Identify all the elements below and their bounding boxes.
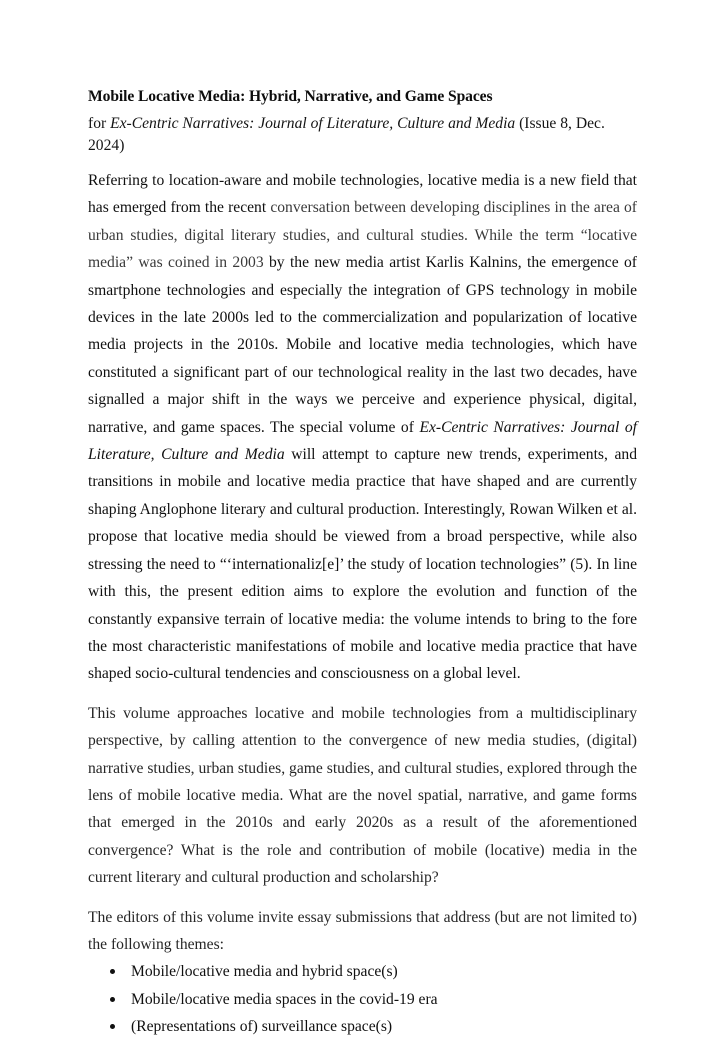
intro-sentence-part-2: conversation between developing disciplines in the area of urban studies, digital literary studies, and cultural studies. While the term “locative media” was coined in 2003	[88, 199, 638, 272]
intro-sentence-part-1: Referring to location-aware and mobile technologies, locative media is a new field that has emerged from the recent	[88, 172, 637, 217]
theme-label: Mobile/locative media and hybrid space(s)	[131, 963, 398, 981]
bullet-icon	[110, 997, 115, 1002]
bullet-icon	[110, 1024, 115, 1029]
document-page	[88, 86, 637, 1040]
theme-label: Mobile/locative media spaces in the covid-19 era	[131, 990, 438, 1008]
journal-name: Ex-Centric Narratives: Journal of Literature, Culture and Media	[110, 115, 516, 132]
theme-label: (Representations of) surveillance space(s)	[131, 1017, 393, 1035]
intro-sentence-part-3: by the new media artist Karlis Kalnins, the emergence of smartphone technologies and especially the integration of GPS technology in mobile devices in the late 2000s led to the commercialization and popularization of locative media projects in the 2010s. Mobile and locative media technologies, which have constituted a significant part of our technological reality in the last two decades, have signalled a major shift in the ways we perceive and experience physical, digital, narrative, and game spaces. The special volume of	[88, 254, 637, 436]
paragraph-invitation: The editors of this volume invite essay submissions that address (but are not limited to) the following themes:	[88, 908, 637, 953]
theme-item	[88, 986, 637, 1013]
themes-list	[88, 958, 637, 1040]
intro-sentence-part-4: will attempt to capture new trends, experiments, and transitions in mobile and locative media practice that have shaped and are currently shaping Anglophone literary and cultural production. Interestingly, Rowan Wilken et al. propose that locative media should be viewed from a broad perspective, while also stressing the need to “‘internationaliz[e]’ the study of location technologies” (5). In line with this, the present edition aims to explore the evolution and function of the constantly expansive terrain of locative media: the volume intends to bring to the fore the most characteristic manifestations of mobile and locative media practice that have shaped socio-cultural tendencies and consciousness on a global level.	[88, 446, 637, 683]
theme-item	[88, 1013, 637, 1040]
theme-item	[88, 958, 637, 985]
subtitle-prefix: for	[88, 115, 111, 132]
issue-info: (Issue 8, Dec. 2024)	[88, 115, 605, 154]
paragraph-approach: This volume approaches locative and mobile technologies from a multidisciplinary perspective, by calling attention to the convergence of new media studies, (digital) narrative studies, urban studies, game studies, and cultural studies, explored through the lens of mobile locative media. What are the novel spatial, narrative, and game forms that emerged in the 2010s and early 2020s as a result of the aforementioned convergence? What is the role and contribution of mobile (locative) media in the current literary and cultural production and scholarship?	[88, 704, 637, 887]
bullet-icon	[110, 969, 115, 974]
paragraph-introduction	[88, 167, 637, 688]
journal-name-inline: Ex-Centric Narratives: Journal of Literature, Culture and Media	[88, 418, 637, 464]
document-subtitle	[88, 113, 637, 157]
document-title: Mobile Locative Media: Hybrid, Narrative, and Game Spaces	[88, 88, 493, 105]
